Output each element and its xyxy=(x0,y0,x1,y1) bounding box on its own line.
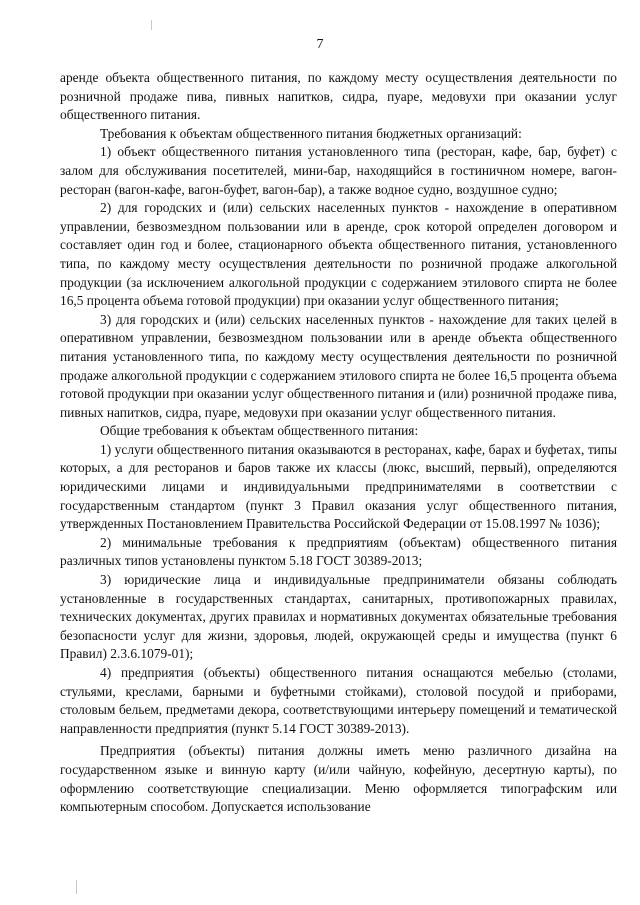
paragraph-menu-requirements: Предприятия (объекты) питания должны иметь меню различного дизайна на государственном языке и винную карту (и/или чайную, кофейную, десертную карты), по оформлению соответствующие специализации. Меню оформляется типографским или компьютерным способом. Допускается использование xyxy=(60,743,617,815)
paragraph-general-item-1: 1) услуги общественного питания оказываются в ресторанах, кафе, барах и буфетах, типы которых, а для ресторанов и баров также их классы (люкс, высший, первый), определяются юридическими лицами и индивидуальными предпринимателями в соответствии с государственным стандартом (пункт 3 Правил оказания услуг общественного питания, утвержденных Постановлением Правительства Российской Федерации от 15.08.1997 № 1036); xyxy=(60,441,617,532)
paragraph-general-item-3: 3) юридические лица и индивидуальные предприниматели обязаны соблюдать установленные в государственных стандартах, санитарных, противопожарных правилах, технических документах, других правилах и нормативных документах обязательные требования безопасности услуг для жизни, здоровья, людей, окружающей среды и имущества (пункт 6 Правил) 2.3.6.1079-01); xyxy=(60,572,617,662)
page-number: 7 xyxy=(316,37,324,52)
paragraph-budget-requirements-heading: Требования к объектам общественного питания бюджетных организаций: xyxy=(100,125,522,141)
scan-mark-bottom xyxy=(76,880,77,894)
paragraph-general-requirements-heading: Общие требования к объектам общественного питания: xyxy=(100,423,419,439)
paragraph-budget-item-2: 2) для городских и (или) сельских населенных пунктов - нахождение в оперативном управлении, безвозмездном пользовании или в аренде, срок которой определен договором и составляет один год и более, стационарного объекта общественного питания, установленного типа, по каждому месту осуществления деятельности по розничной продаже алкогольной продукции (за исключением алкогольной продукции с содержанием этилового спирта не более 16,5 процента объема готовой продукции) при оказании услуг общественного питания; xyxy=(60,200,617,309)
scan-mark-top xyxy=(151,20,152,30)
paragraph-general-item-4: 4) предприятия (объекты) общественного питания оснащаются мебелью (столами, стульями, креслами, барными и буфетными стойками), столовой посудой и приборами, столовым бельем, предметами декора, соответствующими интерьеру помещений и тематической направленности предприятия (пункт 5.14 ГОСТ 30389-2013). xyxy=(60,665,617,736)
document-body xyxy=(60,69,617,817)
paragraph-general-item-2: 2) минимальные требования к предприятиям (объектам) общественного питания различных типов установлены пунктом 5.18 ГОСТ 30389-2013; xyxy=(60,534,617,569)
paragraph-budget-item-1: 1) объект общественного питания установленного типа (ресторан, кафе, бар, буфет) с залом для обслуживания посетителей, мини-бар, находящийся в гостиничном номере, вагон-ресторан (вагон-кафе, вагон-буфет, вагон-бар), а также водное судно, воздушное судно; xyxy=(60,144,617,197)
paragraph-continuation: аренде объекта общественного питания, по каждому месту осуществления деятельности по розничной продаже пива, пивных напитков, сидра, пуаре, медовухи при оказании услуг общественного питания. xyxy=(60,70,617,123)
paragraph-budget-item-3: 3) для городских и (или) сельских населенных пунктов - нахождение для таких целей в оперативном управлении, безвозмездном пользовании или в аренде объекта общественного питания установленного типа, по каждому месту осуществления деятельности по розничной продаже алкогольной продукции с содержанием этилового спирта не более 16,5 процента объема готовой продукции при оказании услуг общественного питания и (или) розничной продаже пива, пивных напитков, сидра, пуаре, медовухи при оказании услуг общественного питания. xyxy=(60,311,617,420)
